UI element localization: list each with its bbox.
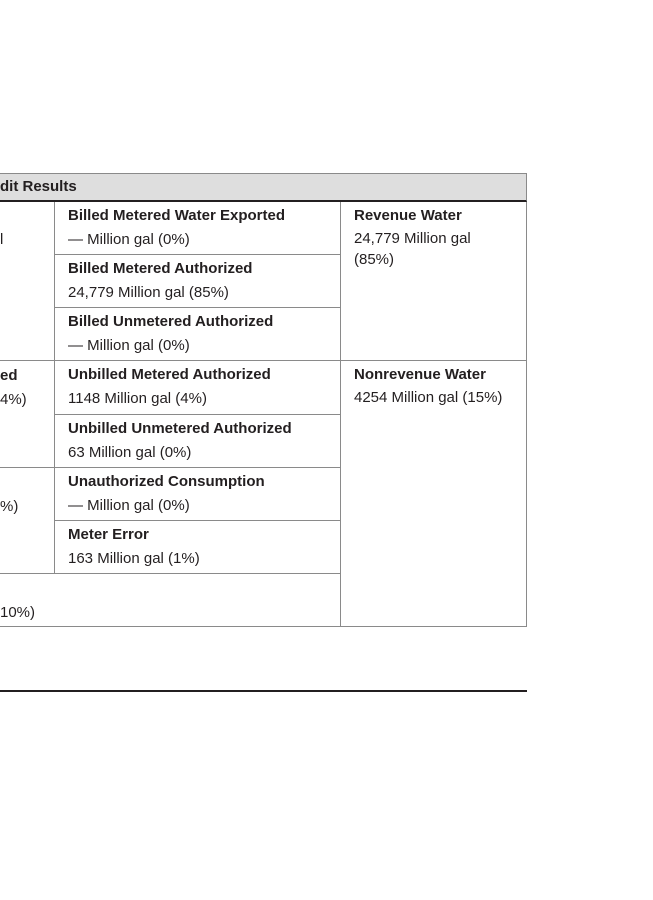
cell-label: Revenue Water bbox=[354, 207, 462, 224]
billed-metered-authorized-cell bbox=[68, 257, 252, 305]
revenue-water-cell bbox=[354, 204, 504, 270]
left-fragment-lower-value: %) bbox=[0, 498, 19, 515]
cell-label: Unbilled Metered Authorized bbox=[68, 366, 271, 383]
cell-label: Billed Unmetered Authorized bbox=[68, 313, 274, 330]
cell-label: Unbilled Unmetered Authorized bbox=[68, 420, 292, 437]
cell-label: Meter Error bbox=[68, 526, 149, 543]
left-fragment-mid-head: ed bbox=[0, 367, 18, 384]
unbilled-metered-authorized-cell bbox=[68, 363, 271, 411]
left-fragment-top: l bbox=[0, 231, 4, 248]
divider-section bbox=[0, 573, 340, 574]
divider-right-col bbox=[340, 202, 341, 626]
divider-section bbox=[0, 360, 526, 361]
cell-value: — Million gal (0%) bbox=[68, 337, 190, 354]
left-fragment-mid-value: 4%) bbox=[0, 391, 27, 408]
cell-value: 4254 Million gal (15%) bbox=[354, 389, 503, 406]
unauthorized-consumption-cell bbox=[68, 470, 265, 518]
cell-value: 163 Million gal (1%) bbox=[68, 550, 200, 567]
nonrevenue-water-cell bbox=[354, 363, 504, 408]
divider-left-col bbox=[54, 202, 55, 574]
cell-value: — Million gal (0%) bbox=[68, 231, 190, 248]
cell-value: 24,779 Million gal (85%) bbox=[68, 284, 229, 301]
divider-row bbox=[54, 414, 340, 415]
cell-value: 24,779 Million gal (85%) bbox=[354, 230, 471, 268]
cell-value: — Million gal (0%) bbox=[68, 497, 190, 514]
unbilled-unmetered-authorized-cell bbox=[68, 417, 292, 465]
cell-value: 63 Million gal (0%) bbox=[68, 444, 192, 461]
table-grid bbox=[0, 202, 527, 627]
water-audit-table bbox=[0, 173, 527, 627]
cell-label: Billed Metered Water Exported bbox=[68, 207, 285, 224]
meter-error-cell bbox=[68, 523, 200, 571]
left-fragment-bottom-value: 10%) bbox=[0, 604, 36, 621]
cell-label: Billed Metered Authorized bbox=[68, 260, 253, 277]
billed-unmetered-authorized-cell bbox=[68, 310, 273, 358]
divider-row bbox=[54, 520, 340, 521]
divider-row bbox=[54, 254, 340, 255]
cell-value: 1148 Million gal (4%) bbox=[68, 390, 207, 407]
table-title: dit Results bbox=[0, 173, 527, 202]
bottom-rule bbox=[0, 690, 527, 692]
divider-section bbox=[0, 467, 340, 468]
billed-metered-exported-cell bbox=[68, 204, 285, 252]
cell-label: Nonrevenue Water bbox=[354, 366, 486, 383]
divider-row bbox=[54, 307, 340, 308]
cell-label: Unauthorized Consumption bbox=[68, 473, 265, 490]
